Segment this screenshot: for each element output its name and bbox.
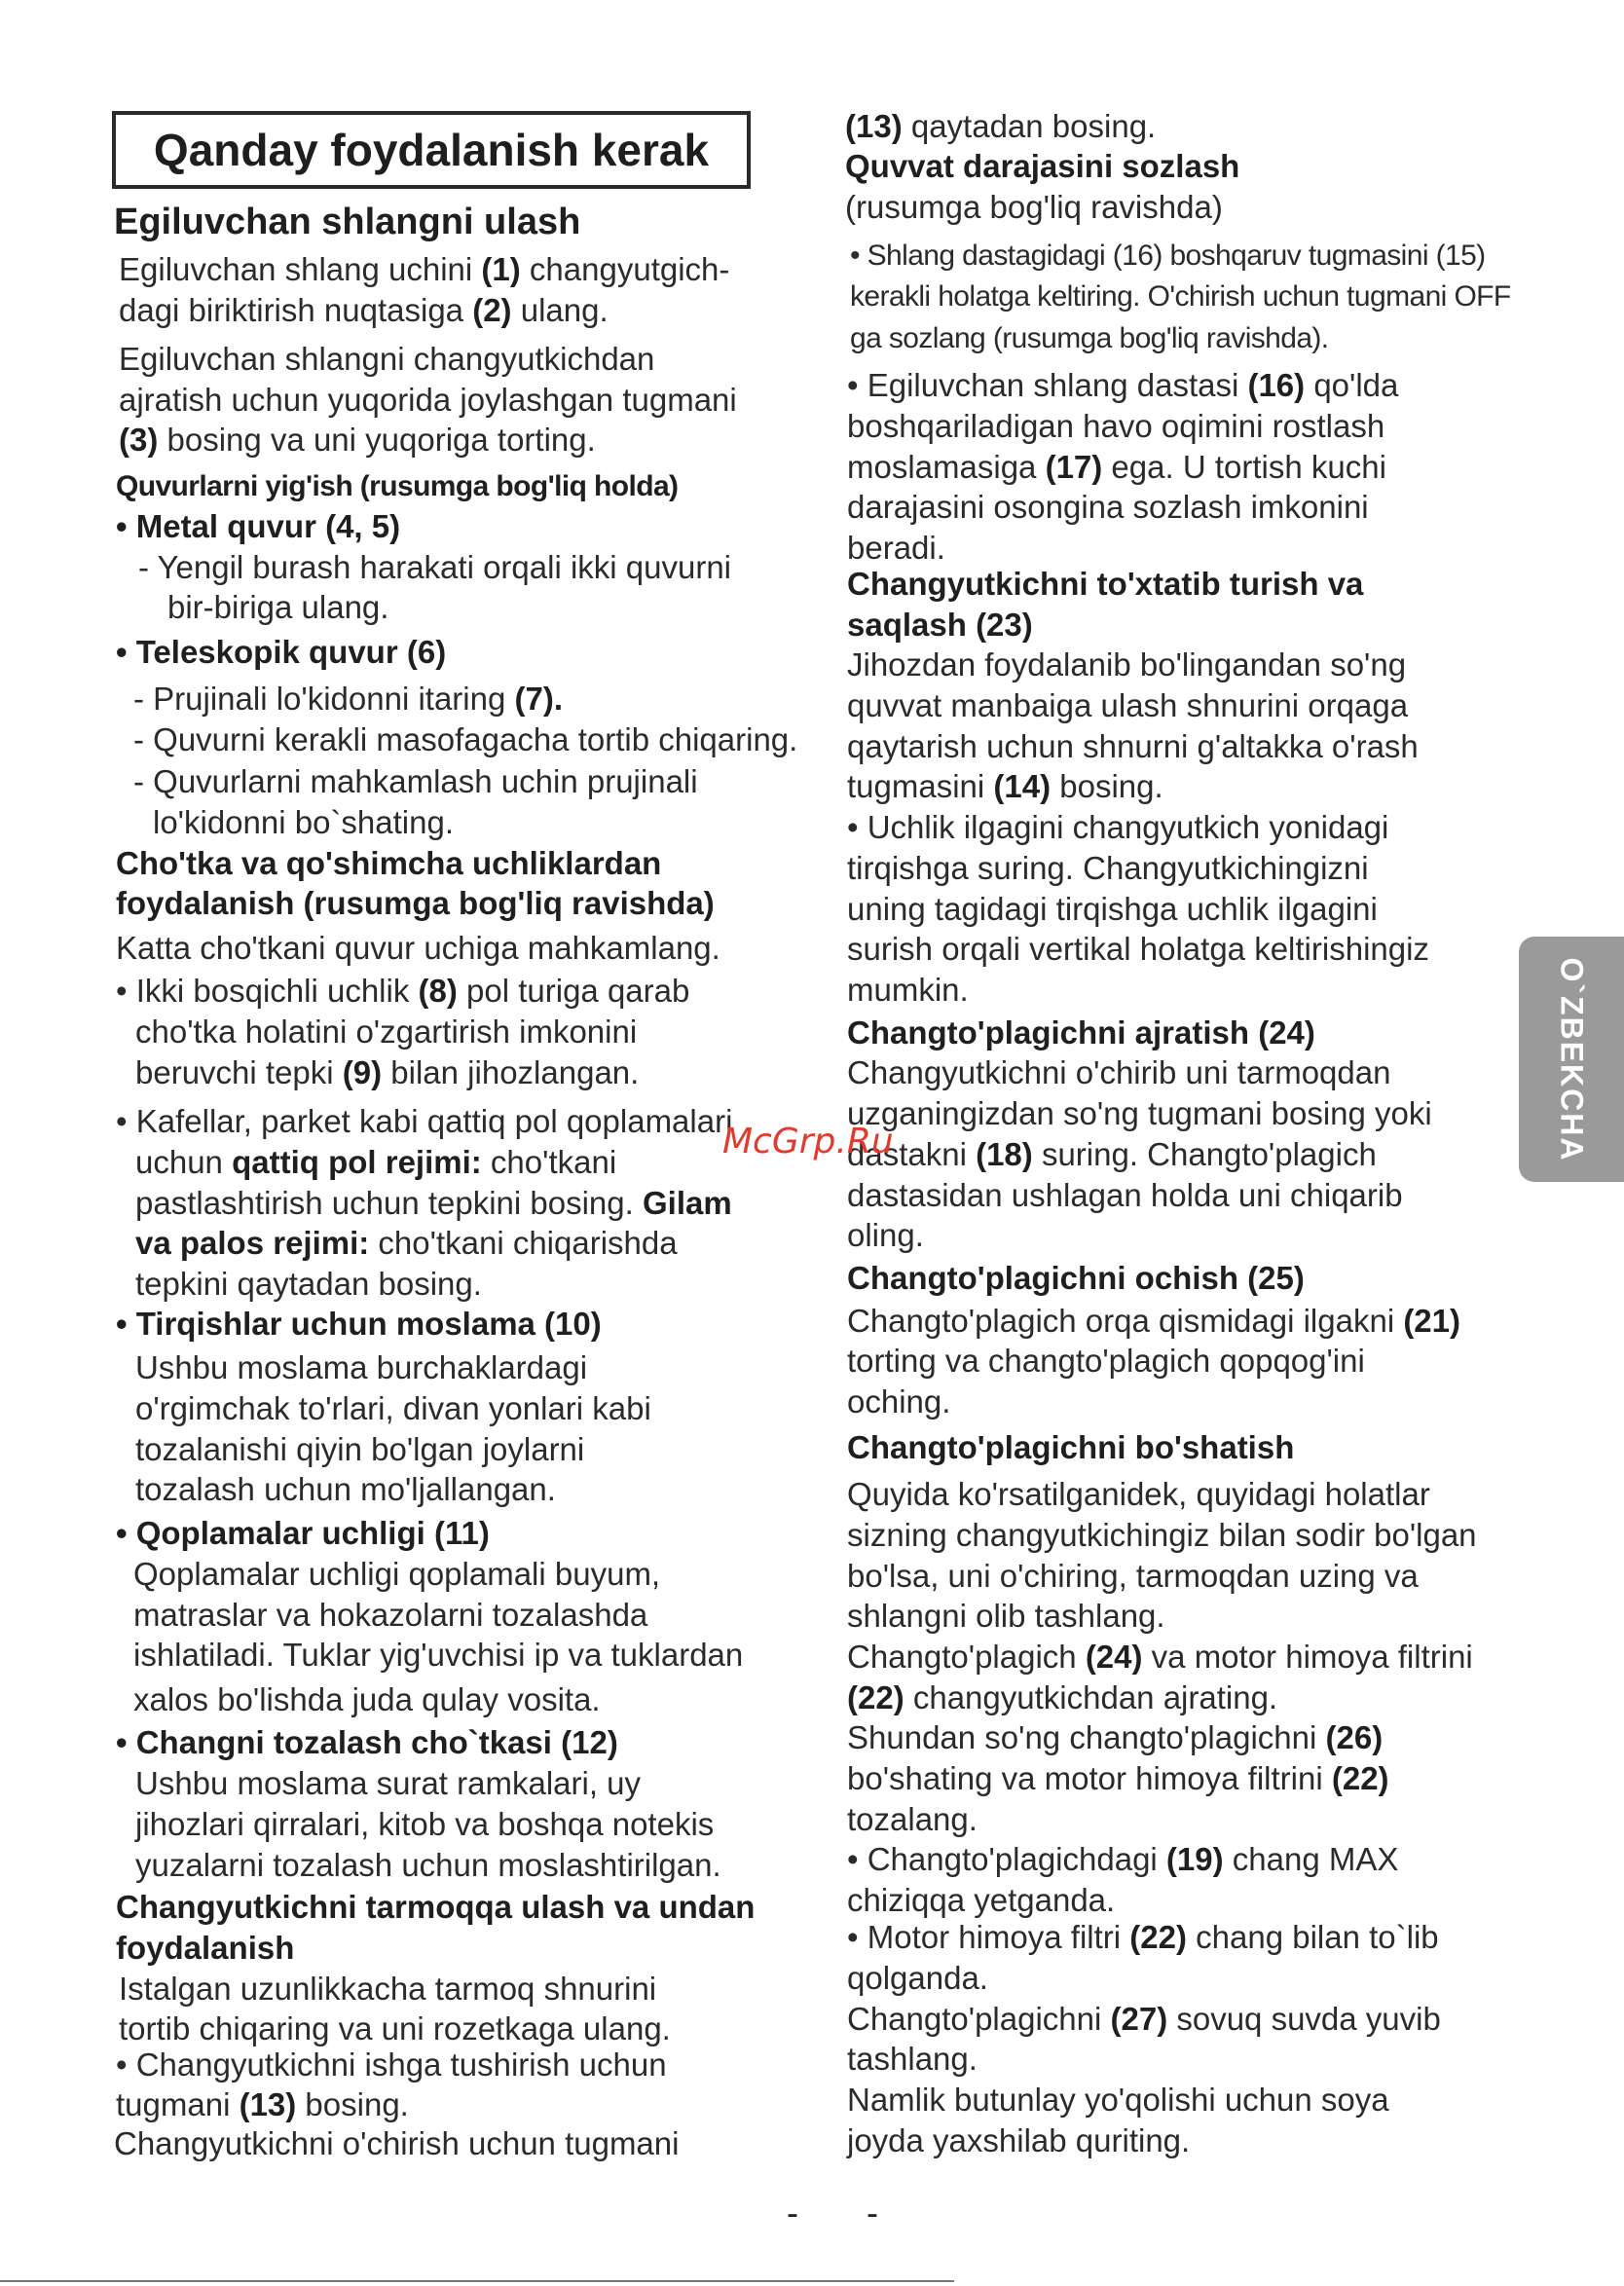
text-line: pastlashtirish uchun tepkini bosing. Gilam (135, 1185, 732, 1221)
text-line: kerakli holatga keltiring. O'chirish uchun tugmani OFF (850, 280, 1511, 313)
text-line: uning tagidagi tirqishga uchlik ilgagini (847, 891, 1378, 927)
text-line: Ushbu moslama burchaklardagi (135, 1349, 588, 1385)
bullet-telescopic-pipe: • Teleskopik quvur (6) (116, 634, 447, 670)
text-line: joyda yaxshilab quriting. (847, 2122, 1191, 2158)
text-line: Egiluvchan shlang uchini (1) changyutgich- (119, 251, 730, 287)
text-line: Quyida ko'rsatilganidek, quyidagi holatlar (847, 1476, 1430, 1512)
bullet-crevice-tool: • Tirqishlar uchun moslama (10) (116, 1306, 602, 1342)
text-line: Qoplamalar uchligi qoplamali buyum, (133, 1556, 661, 1592)
text-line: dagi biriktirish nuqtasiga (2) ulang. (119, 292, 609, 328)
text-line: tozalang. (847, 1801, 978, 1837)
text-line: tashlang. (847, 2041, 978, 2077)
text-line: quvvat manbaiga ulash shnurini orqaga (847, 687, 1409, 723)
heading-empty-dustbox: Changto'plagichni bo'shatish (847, 1429, 1295, 1465)
text-line: Changyutkichni o'chirib uni tarmoqdan (847, 1054, 1391, 1090)
text-line: cho'tka holatini o'zgartirish imkonini (135, 1014, 638, 1050)
heading-storage: Changyutkichni to'xtatib turish va (847, 566, 1364, 602)
text-line: jihozlari qirralari, kitob va boshqa notekis (135, 1806, 715, 1842)
heading-power-connect-2: foydalanish (116, 1930, 295, 1966)
text-line: tepkini qaytadan bosing. (135, 1266, 482, 1302)
text-line: - Yengil burash harakati orqali ikki quvurni (138, 549, 732, 585)
text-line: • Changto'plagichdagi (19) chang MAX (847, 1841, 1399, 1877)
text-line: surish orqali vertikal holatga keltirishingiz (847, 931, 1429, 967)
bullet-dust-brush: • Changni tozalash cho`tkasi (12) (116, 1724, 618, 1760)
language-label: O`ZBEKCHA (1554, 957, 1590, 1161)
text-line: beruvchi tepki (9) bilan jihozlangan. (135, 1054, 640, 1090)
text-line: ajratish uchun yuqorida joylashgan tugmani (119, 382, 737, 418)
text-line: Istalgan uzunlikkacha tarmoq shnurini (119, 1971, 657, 2007)
text-line: - Prujinali lo'kidonni itaring (7). (133, 681, 563, 717)
text-line: bo'lsa, uni o'chiring, tarmoqdan uzing va (847, 1558, 1419, 1594)
text-line: Changyutkichni o'chirish uchun tugmani (114, 2125, 680, 2161)
heading-power-level: Quvvat darajasini sozlash (845, 148, 1240, 184)
text-line: tugmani (13) bosing. (116, 2086, 409, 2122)
text-line: o'rgimchak to'rlari, divan yonlari kabi (135, 1390, 651, 1426)
text-line: - Quvurni kerakli masofagacha tortib chiqaring. (133, 721, 798, 757)
text-line: uchun qattiq pol rejimi: cho'tkani (135, 1144, 617, 1180)
heading-remove-dustbox: Changto'plagichni ajratish (24) (847, 1014, 1315, 1051)
text-line: tozalash uchun mo'ljallangan. (135, 1471, 556, 1507)
text-line: shlangni olib tashlang. (847, 1598, 1165, 1634)
text-line: • Motor himoya filtri (22) chang bilan to`lib (847, 1919, 1439, 1955)
text-line: • Ikki bosqichli uchlik (8) pol turiga qarab (116, 973, 690, 1009)
text-line: tirqishga suring. Changyutkichingizni (847, 850, 1369, 886)
text-line: matraslar va hokazolarni tozalashda (133, 1597, 648, 1633)
page-title: Qanday foydalanish kerak (153, 125, 710, 175)
text-line: • Egiluvchan shlang dastasi (16) qo'lda (847, 367, 1399, 403)
bottom-rule (0, 2280, 954, 2282)
text-line: moslamasiga (17) ega. U tortish kuchi (847, 449, 1386, 485)
text-line: dastasidan ushlagan holda uni chiqarib (847, 1177, 1403, 1213)
text-line: chiziqqa yetganda. (847, 1882, 1116, 1918)
text-line: ishlatiladi. Tuklar yig'uvchisi ip va tuklardan (133, 1637, 744, 1673)
heading-brushes-2: foydalanish (rusumga bog'liq ravishda) (116, 885, 715, 921)
heading-open-dustbox: Changto'plagichni ochish (25) (847, 1260, 1305, 1296)
text-line: tugmasini (14) bosing. (847, 768, 1163, 804)
language-side-tab (1519, 937, 1624, 1182)
text-line: oling. (847, 1217, 924, 1253)
text-line: tozalanishi qiyin bo'lgan joylarni (135, 1431, 585, 1467)
text-line: Changto'plagichni (27) sovuq suvda yuvib (847, 2001, 1441, 2037)
text-line: darajasini osongina sozlash imkonini (847, 489, 1369, 525)
text-line: • Shlang dastagidagi (16) boshqaruv tugmasini (15) (850, 240, 1486, 272)
text-line: oching. (847, 1383, 951, 1420)
text-line: beradi. (847, 530, 945, 566)
text-line: yuzalarni tozalash uchun moslashtirilgan. (135, 1847, 721, 1883)
text-line: Katta cho'tkani quvur uchiga mahkamlang. (116, 930, 720, 966)
text-line: Shundan so'ng changto'plagichni (26) (847, 1719, 1384, 1755)
text-line: (rusumga bog'liq ravishda) (845, 189, 1223, 225)
text-line: boshqariladigan havo oqimini rostlash (847, 408, 1385, 444)
text-line: - Quvurlarni mahkamlash uchin prujinali (133, 763, 698, 799)
text-line: (22) changyutkichdan ajrating. (847, 1679, 1278, 1715)
text-line: Namlik butunlay yo'qolishi uchun soya (847, 2082, 1389, 2118)
text-line: (3) bosing va uni yuqoriga torting. (119, 422, 596, 458)
text-line: Jihozdan foydalanib bo'lingandan so'ng (847, 646, 1407, 682)
text-line: torting va changto'plagich qopqog'ini (847, 1343, 1365, 1379)
text-line: Egiluvchan shlangni changyutkichdan (119, 341, 655, 377)
page-number-dash-left: - (787, 2193, 798, 2232)
text-line: ga sozlang (rusumga bog'liq ravishda). (850, 322, 1329, 354)
text-line: va palos rejimi: cho'tkani chiqarishda (135, 1225, 678, 1261)
bullet-upholstery-tool: • Qoplamalar uchligi (11) (116, 1515, 490, 1551)
text-line: bo'shating va motor himoya filtrini (22) (847, 1760, 1389, 1796)
text-line: • Kafellar, parket kabi qattiq pol qoplamalari (116, 1103, 733, 1139)
text-line: lo'kidonni bo`shating. (153, 804, 455, 840)
text-line: dastakni (18) suring. Changto'plagich (847, 1136, 1377, 1172)
watermark: McGrp.Ru (722, 1122, 894, 1161)
heading-storage-2: saqlash (23) (847, 607, 1033, 643)
text-line: Changto'plagich (24) va motor himoya filtrini (847, 1639, 1473, 1675)
text-line: uzganingizdan so'ng tugmani bosing yoki (847, 1095, 1432, 1131)
text-line: Changto'plagich orqa qismidagi ilgakni (21) (847, 1303, 1460, 1339)
text-line: qolganda. (847, 1960, 988, 1996)
heading-brushes: Cho'tka va qo'shimcha uchliklardan (116, 845, 662, 881)
text-line: • Uchlik ilgagini changyutkich yonidagi (847, 809, 1389, 845)
bullet-metal-pipe: • Metal quvur (4, 5) (116, 508, 401, 544)
heading-pipe-assembly: Quvurlarni yig'ish (rusumga bog'liq holda) (116, 470, 679, 502)
text-line: (13) qaytadan bosing. (845, 108, 1157, 144)
page-title-box (112, 111, 751, 189)
text-line: bir-biriga ulang. (167, 589, 389, 625)
text-line: qaytarish uchun shnurni g'altakka o'rash (847, 728, 1419, 764)
heading-hose-connect: Egiluvchan shlangni ulash (114, 202, 581, 242)
text-line: • Changyutkichni ishga tushirish uchun (116, 2046, 667, 2083)
page-number-dash-right: - (867, 2193, 878, 2232)
text-line: Ushbu moslama surat ramkalari, uy (135, 1765, 642, 1801)
text-line: mumkin. (847, 972, 969, 1008)
text-line: sizning changyutkichingiz bilan sodir bo'lgan (847, 1517, 1477, 1553)
text-line: xalos bo'lishda juda qulay vosita. (133, 1681, 601, 1717)
text-line: tortib chiqaring va uni rozetkaga ulang. (119, 2010, 671, 2046)
heading-power-connect: Changyutkichni tarmoqqa ulash va undan (116, 1889, 756, 1925)
